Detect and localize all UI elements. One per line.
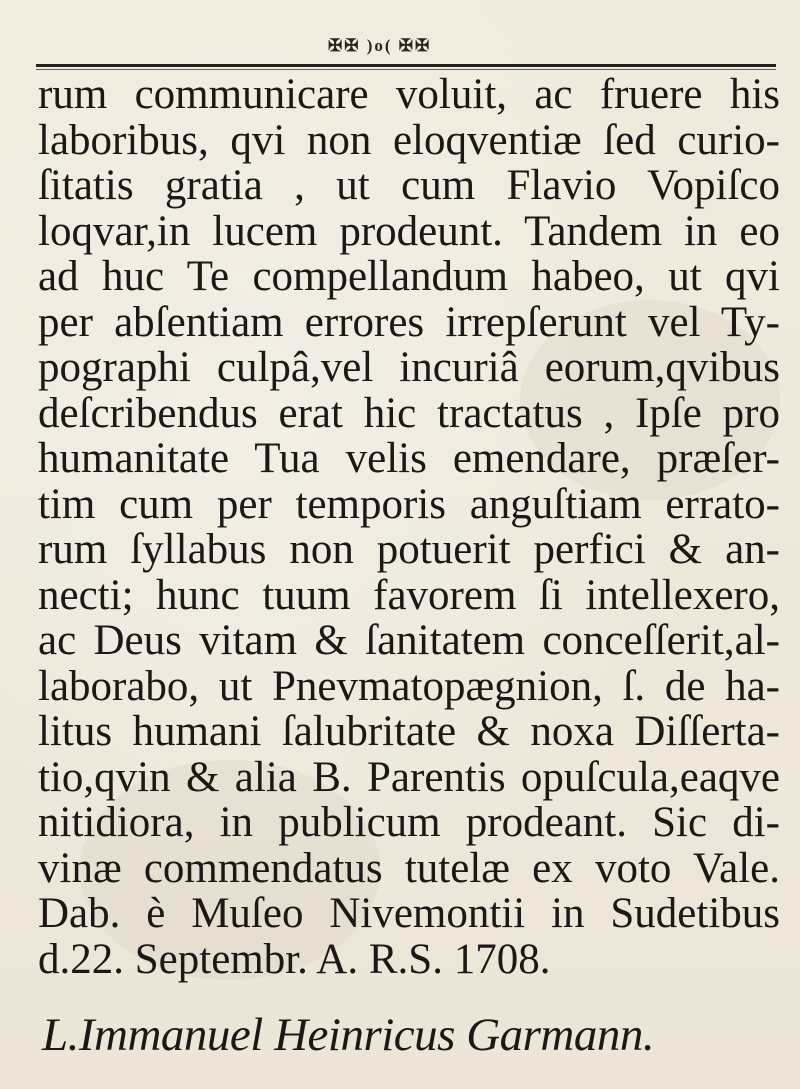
header-rule-thin xyxy=(36,69,776,70)
body-text xyxy=(38,72,780,982)
text-line: Dab. è Muſeo Nivemontii in Sudetibus xyxy=(38,890,780,937)
text-line: loqvar,in lucem prodeunt. Tandem in eo xyxy=(38,207,780,255)
text-line: laborabo, ut Pnevmatopægnion, ſ. de ha- xyxy=(38,662,780,710)
text-line: vinæ commendatus tutelæ ex voto Vale. xyxy=(38,844,780,892)
text-line: tim cum per temporis anguſtiam errato- xyxy=(38,480,780,528)
date-line: d.22. Septembr. A. R.S. 1708. xyxy=(38,935,551,983)
author-signature: L.Immanuel Heinricus Garmann. xyxy=(42,1009,655,1061)
text-line: tio,qvin & alia B. Parentis opuſcula,eaqve xyxy=(38,753,780,801)
text-line: per abſentiam errores irrepſerunt vel Ty- xyxy=(38,298,780,346)
header-rule xyxy=(36,64,776,67)
text-line: litus humani ſalubritate & noxa Diſſerta- xyxy=(38,708,780,755)
text-line: rum communicare voluit, ac fruere his xyxy=(38,71,780,118)
text-line: humanitate Tua velis emendare, præſer- xyxy=(38,435,780,482)
text-line: ſitatis gratia , ut cum Flavio Vopiſco xyxy=(38,162,780,209)
text-line: deſcribendus erat hic tractatus , Ipſe pro xyxy=(38,389,780,437)
text-line: laboribus, qvi non eloqventiæ ſed curio- xyxy=(38,116,780,164)
text-line: nitidiora, in publicum prodeant. Sic di- xyxy=(38,799,780,846)
text-line: ad huc Te compellandum habeo, ut qvi xyxy=(38,253,780,300)
header-ornament: ✠✠ )o( ✠✠ xyxy=(328,36,432,55)
text-line: necti; hunc tuum favorem ſi intellexero, xyxy=(38,571,780,619)
text-line: rum ſyllabus non potuerit perfici & an- xyxy=(38,526,780,573)
text-line: ac Deus vitam & ſanitatem conceſſerit,al- xyxy=(38,617,780,664)
text-line: pographi culpâ,vel incuriâ eorum,qvibus xyxy=(38,344,780,391)
